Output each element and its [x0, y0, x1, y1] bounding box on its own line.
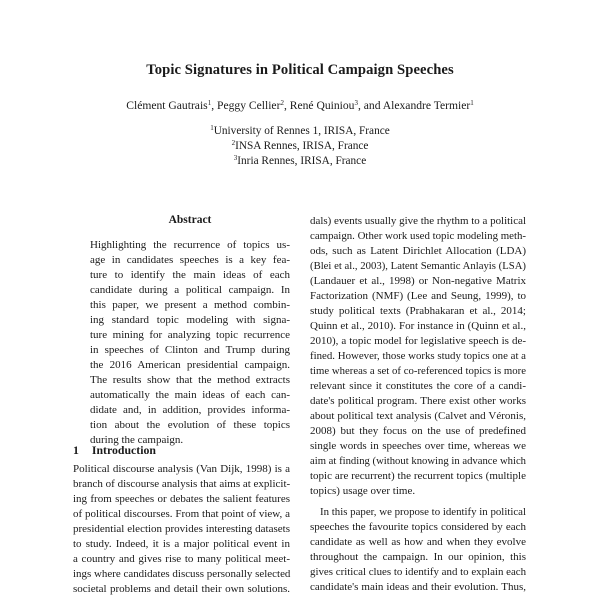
affiliation-text: University of Rennes 1, IRISA, France	[213, 125, 390, 137]
abstract-line: tion about the evolution of these topics	[90, 419, 290, 431]
body-line: branch of discourse analysis that aims at explicit-	[73, 478, 291, 490]
author-affiliation-mark: 1	[207, 99, 212, 107]
author-name: René Quiniou	[289, 99, 355, 112]
section-number: 1	[73, 443, 79, 457]
abstract-line: the 2016 American presidential campaign.	[90, 359, 290, 371]
abstract-line: in speeches of Clinton and Trump during	[90, 344, 290, 356]
abstract-line: The results show that the method extracts	[90, 374, 290, 386]
abstract-line: ture to identify the main ideas of each	[90, 269, 290, 281]
body-line: Factorization (NMF) (Lee and Seung, 1999), to	[310, 290, 526, 302]
affiliation	[0, 125, 600, 137]
author-name: Clément Gautrais	[126, 99, 208, 112]
body-line: to study. Indeed, it is a major political event in	[73, 538, 290, 550]
paper-title: Topic Signatures in Political Campaign Speeches	[146, 62, 454, 78]
section-heading	[73, 443, 156, 458]
body-line: time whereas a set of co-referenced topics is more	[310, 365, 526, 377]
body-line: In this paper, we propose to identify in political	[320, 506, 526, 518]
abstract-line: during the campaign.	[90, 434, 184, 446]
author-name: Alexandre Termier	[382, 99, 471, 112]
body-line: dals) events usually give the rhythm to a political	[310, 215, 526, 227]
body-line: topic are recurrent) the recurrent topics (multiple	[310, 470, 526, 482]
abstract-line: age in candidates speeches is a key fea-	[90, 254, 290, 266]
abstract-line: this paper, we present a method combin-	[90, 299, 290, 311]
body-line: date's political program. There exist other works	[310, 395, 526, 407]
body-line: ods, such as Latent Dirichlet Allocation (LDA)	[310, 245, 526, 257]
abstract-heading: Abstract	[168, 214, 212, 226]
body-line: throughout the campaign. In our opinion, this	[310, 551, 526, 563]
body-line: ings where candidates discuss personally selected	[73, 568, 291, 580]
body-line: fined. However, those works study topics one at a	[310, 350, 526, 362]
body-line: (Landauer et al., 1998) or Non-negative Matrix	[310, 275, 526, 287]
body-line: 2008) but they focus on the use of predefined	[310, 425, 526, 437]
body-line: ing from speeches or debates the salient features	[73, 493, 290, 505]
body-line: topics) usage over time.	[310, 485, 416, 497]
body-line: Quinn et al., 2010). For instance in (Quinn et al.,	[310, 320, 526, 332]
affiliation	[0, 140, 600, 152]
author-affiliation-mark: 3	[354, 99, 358, 107]
affiliation-mark: 2	[231, 139, 236, 147]
abstract-line: candidate during a political campaign. In	[90, 284, 290, 296]
body-line: presidential election provides interesting datasets	[73, 523, 290, 535]
body-line: candidate as well as how and when they evolve	[310, 536, 526, 548]
body-line: societal problems and detail their own solutions.	[73, 583, 290, 595]
abstract-line: automatically the main ideas of each can-	[90, 389, 290, 401]
author-affiliation-mark: 1	[470, 99, 474, 107]
author-affiliation-mark: 2	[280, 99, 284, 107]
affiliation-mark: 3	[233, 154, 238, 162]
body-line: single words in speeches over time, whereas we	[310, 440, 526, 452]
author-separator: , and	[357, 99, 383, 112]
author-separator: ,	[211, 99, 217, 112]
body-line: study political texts (Prabhakaran et al., 2014;	[310, 305, 526, 317]
body-line: of political discourses. From that point of view, a	[73, 508, 290, 520]
body-line: 2010), a topic model for legislative speech is de-	[310, 335, 526, 347]
body-line: relevant since it constitutes the core of a candi-	[310, 380, 526, 392]
abstract-line: ing standard topic modeling with signa-	[90, 314, 290, 326]
body-line: campaign. Other work used topic modeling meth-	[310, 230, 527, 242]
affiliation-text: Inria Rennes, IRISA, France	[237, 155, 367, 167]
abstract-line: Highlighting the recurrence of topics us-	[90, 239, 290, 251]
body-line: candidate's main ideas and their evolution. Thus,	[310, 581, 526, 593]
body-line: about political text analysis (Calvet and Véronis,	[310, 410, 526, 422]
affiliation-mark: 1	[210, 124, 214, 132]
body-line: a country and gives rise to many political meet-	[73, 553, 290, 565]
abstract-line: ture mining for analyzing topic recurrence	[90, 329, 290, 341]
body-line: gives critical clues to identify and to explain each	[310, 566, 527, 578]
body-line: speeches the favourite topics considered by each	[310, 521, 526, 533]
author-name: Peggy Cellier	[217, 99, 281, 112]
body-line: aim at finding (without knowing in advance which	[310, 455, 526, 467]
section-title: Introduction	[91, 443, 156, 457]
author-list	[0, 99, 600, 112]
affiliation-text: INSA Rennes, IRISA, France	[235, 140, 369, 152]
body-line: Political discourse analysis (Van Dijk, 1998) is a	[73, 463, 290, 475]
affiliation	[0, 155, 600, 167]
abstract-line: didate and, in addition, provides informa-	[90, 404, 290, 416]
author-separator: ,	[283, 99, 290, 112]
body-line: (Blei et al., 2003), Latent Semantic Anlayis (LSA)	[310, 260, 526, 272]
